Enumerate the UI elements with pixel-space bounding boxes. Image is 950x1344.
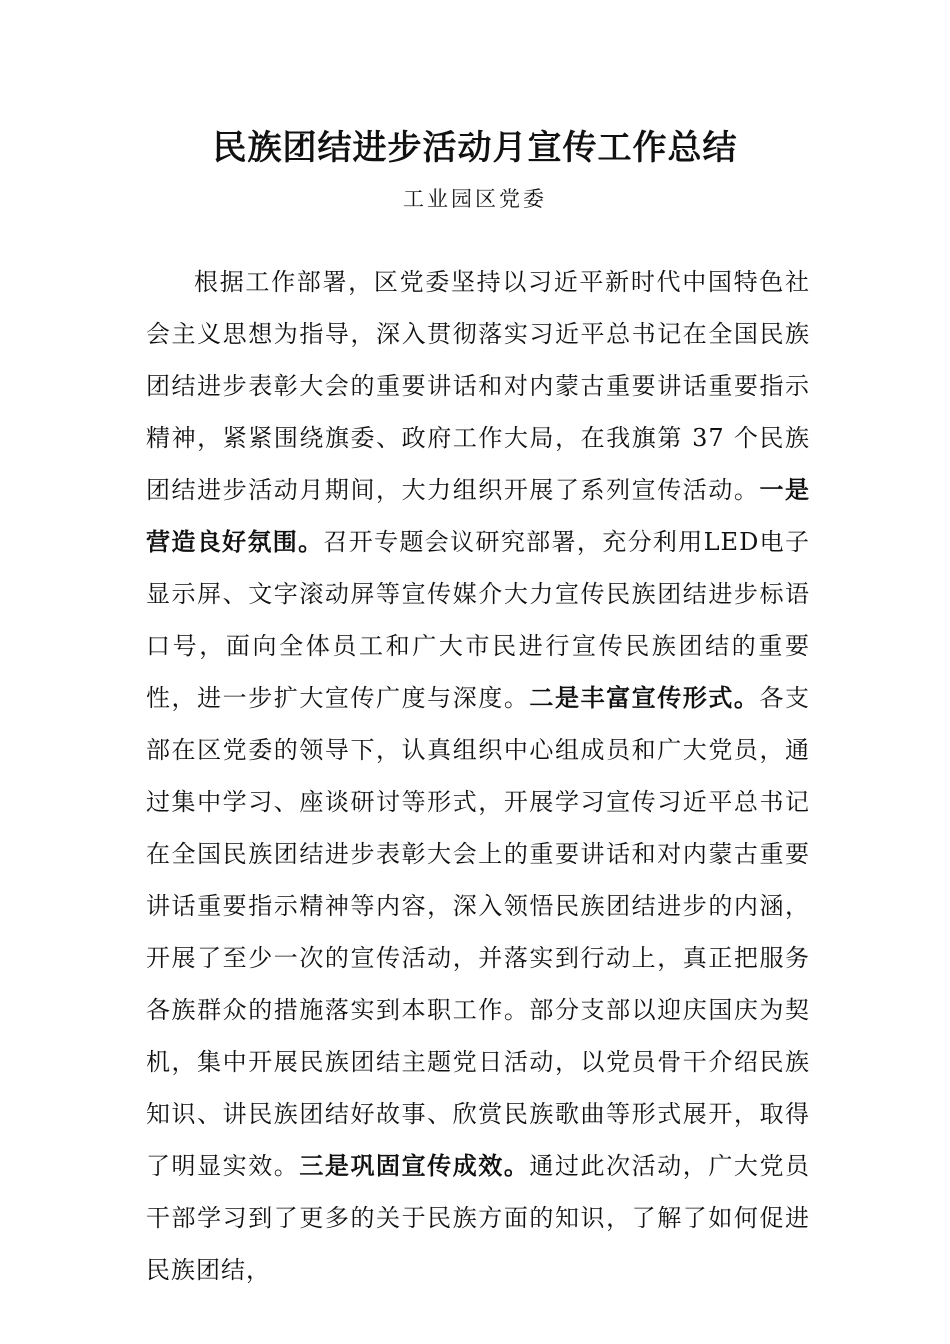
document-title: 民族团结进步活动月宣传工作总结 bbox=[212, 128, 738, 168]
point2-heading: 二是丰富宣传形式。 bbox=[529, 683, 760, 712]
body-paragraph bbox=[146, 256, 810, 1296]
point3-text: 通过此次活动，广大党员干部学习到了更多的关于民族方面的知识，了解了如何促进民族团结， bbox=[146, 1152, 811, 1284]
point3-heading: 三是巩固宣传成效。 bbox=[299, 1151, 530, 1180]
point2-text: 各支部在区党委的领导下，认真组织中心组成员和广大党员，通过集中学习、座谈研讨等形式，开展学习宣传习近平总书记在全国民族团结进步表彰大会上的重要讲话和对内蒙古重要讲话重要指示精神等内容，深入领悟民族团结进步的内涵，开展了至少一次的宣传活动，并落实到行动上，真正把服务各族群众的措施落实到本职工作。部分支部以迎庆国庆为契机，集中开展民族团结主题党日活动，以党员骨干介绍民族知识、讲民族团结好故事、欣赏民族歌曲等形式展开，取得了明显实效。 bbox=[146, 684, 811, 1180]
point1-text: 召开专题会议研究部署，充分利用LED电子显示屏、文字滚动屏等宣传媒介大力宣传民族团结进步标语口号，面向全体员工和广大市民进行宣传民族团结的重要性，进一步扩大宣传广度与深度。 bbox=[146, 528, 810, 712]
point1-heading: 一是营造良好氛围。 bbox=[146, 475, 811, 556]
intro-text: 根据工作部署，区党委坚持以习近平新时代中国特色社会主义思想为指导，深入贯彻落实习近平总书记在全国民族团结进步表彰大会的重要讲话和对内蒙古重要讲话重要指示精神，紧紧围绕旗委、政府工作大局，在我旗第 37 个民族团结进步活动月期间，大力组织开展了系列宣传活动。 bbox=[146, 268, 810, 504]
document-subtitle: 工业园区党委 bbox=[403, 187, 547, 211]
